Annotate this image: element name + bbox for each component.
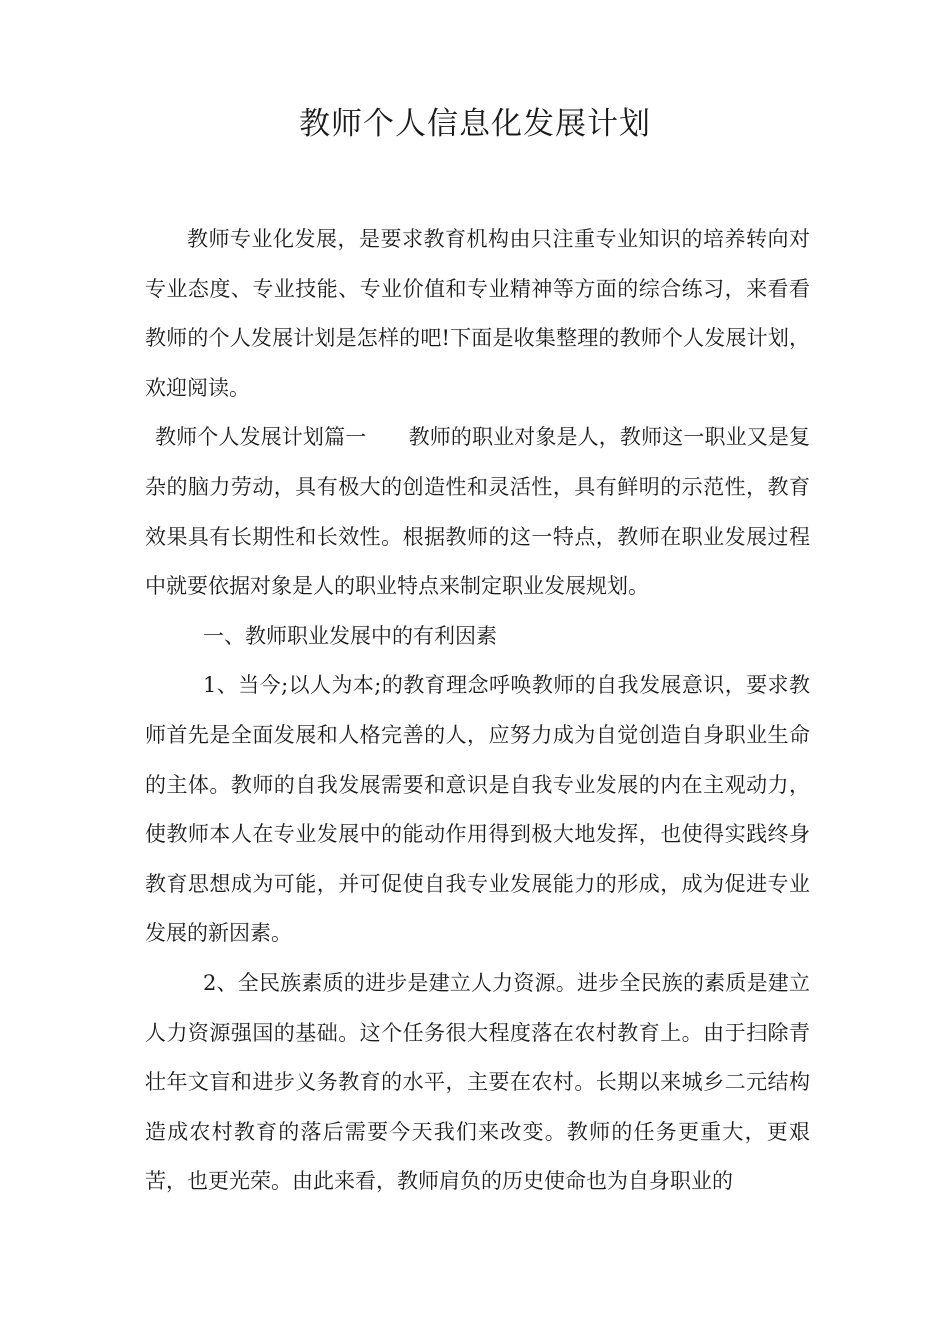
document-body (145, 215, 810, 1207)
paragraph-intro: 教师专业化发展，是要求教育机构由只注重专业知识的培养转向对专业态度、专业技能、专业价值和专业精神等方面的综合练习，来看看教师的个人发展计划是怎样的吧!下面是收集整理的教师个人发展计划，欢迎阅读。 (145, 227, 810, 400)
paragraph-point-two: 2、全民族素质的进步是建立人力资源。进步全民族的素质是建立人力资源强国的基础。这个任务很大程度落在农村教育上。由于扫除青壮年文盲和进步义务教育的水平，主要在农村。长期以来城乡二元结构造成农村教育的落后需要今天我们来改变。教师的任务更重大，更艰苦，也更光荣。由此来看，教师肩负的历史使命也为自身职业的 (145, 970, 810, 1194)
document-title: 教师个人信息化发展计划 (299, 106, 651, 142)
paragraph-point-one: 1、当今;以人为本;的教育理念呼唤教师的自我发展意识，要求教师首先是全面发展和人格完善的人，应努力成为自觉创造自身职业生命的主体。教师的自我发展需要和意识是自我专业发展的内在主观动力，使教师本人在专业发展中的能动作用得到极大地发挥，也使得实践终身教育思想成为可能，并可促使自我专业发展能力的形成，成为促进专业发展的新因素。 (145, 673, 810, 946)
paragraph-plan-one: 教师个人发展计划篇一 教师的职业对象是人，教师这一职业又是复杂的脑力劳动，具有极大的创造性和灵活性，具有鲜明的示范性，教育效果具有长期性和长效性。根据教师的这一特点，教师在职业发展过程中就要依据对象是人的职业特点来制定职业发展规划。 (145, 425, 810, 599)
section-heading: 一、教师职业发展中的有利因素 (203, 623, 497, 648)
